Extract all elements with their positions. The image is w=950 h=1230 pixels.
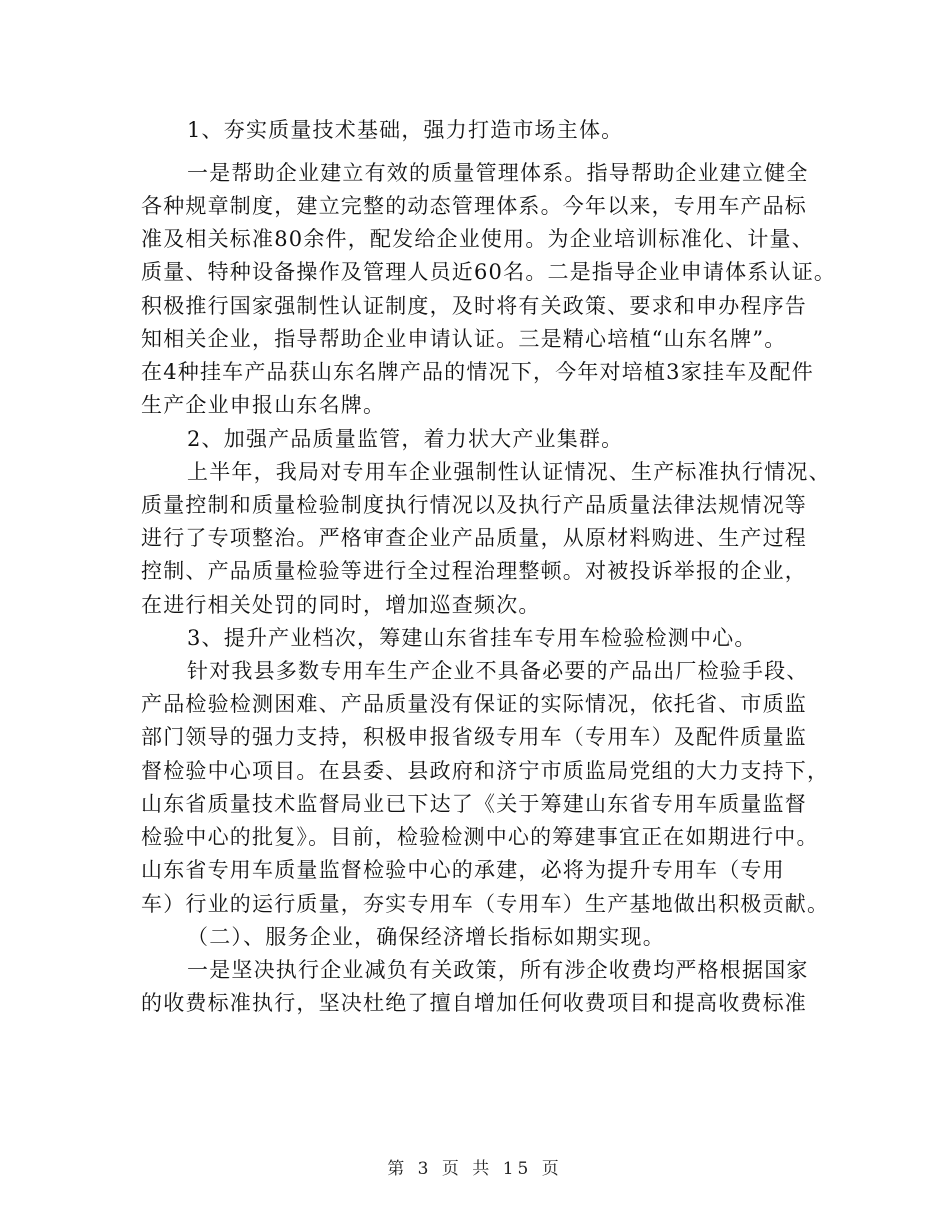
paragraph-line: 针对我县多数专用车生产企业不具备必要的产品出厂检验手段、 (187, 659, 809, 683)
paragraph-line: 山东省质量技术监督局业已下达了《关于筹建山东省专用车质量监督 (141, 792, 807, 816)
section-heading-1: 1、夯实质量技术基础，强力打造市场主体。 (187, 118, 624, 142)
paragraph-line: 部门领导的强力支持，积极申报省级专用车（专用车）及配件质量监 (141, 725, 807, 749)
paragraph-line: 生产企业申报山东名牌。 (141, 393, 386, 417)
paragraph-line: 产品检验检测困难、产品质量没有保证的实际情况，依托省、市质监 (141, 692, 807, 716)
section-heading-3: 3、提升产业档次，筹建山东省挂车专用车检验检测中心。 (187, 626, 757, 650)
paragraph-line: 质量、特种设备操作及管理人员近60名。二是指导企业申请体系认证。 (141, 260, 837, 284)
page-number-footer: 第 3 页 共 15 页 (387, 1159, 563, 1179)
paragraph-line: 督检验中心项目。在县委、县政府和济宁市质监局党组的大力支持下， (141, 759, 830, 783)
paragraph-line: 山东省专用车质量监督检验中心的承建，必将为提升专用车（专用 (141, 858, 785, 882)
section-heading-4: （二）、服务企业，确保经济增长指标如期实现。 (187, 925, 665, 949)
paragraph-line: 上半年，我局对专用车企业强制性认证情况、生产标准执行情况、 (187, 460, 831, 484)
paragraph-line: 准及相关标准80余件，配发给企业使用。为企业培训标准化、计量、 (141, 227, 814, 251)
paragraph-line: 一是坚决执行企业减负有关政策，所有涉企收费均严格根据国家 (187, 958, 809, 982)
paragraph-line: 的收费标准执行，坚决杜绝了擅自增加任何收费项目和提高收费标准 (141, 991, 807, 1015)
paragraph-line: 知相关企业，指导帮助企业申请认证。三是精心培植“山东名牌”。 (141, 327, 787, 351)
paragraph-line: 检验中心的批复》。目前，检验检测中心的筹建事宜正在如期进行中。 (141, 825, 819, 849)
paragraph-line: 车）行业的运行质量，夯实专用车（专用车）生产基地做出积极贡献。 (141, 892, 830, 916)
section-heading-2: 2、加强产品质量监管，着力状大产业集群。 (187, 427, 624, 451)
paragraph-line: 积极推行国家强制性认证制度，及时将有关政策、要求和申办程序告 (141, 294, 807, 318)
paragraph-line: 一是帮助企业建立有效的质量管理体系。指导帮助企业建立健全 (187, 161, 809, 185)
paragraph-line: 各种规章制度，建立完整的动态管理体系。今年以来，专用车产品标 (141, 194, 807, 218)
paragraph-line: 质量控制和质量检验制度执行情况以及执行产品质量法律法规情况等 (141, 493, 807, 517)
paragraph-line: 在4种挂车产品获山东名牌产品的情况下，今年对培植3家挂车及配件 (141, 360, 814, 384)
paragraph-line: 在进行相关处罚的同时，增加巡查频次。 (141, 593, 541, 617)
paragraph-line: 进行了专项整治。严格审查企业产品质量，从原材料购进、生产过程 (141, 526, 807, 550)
paragraph-line: 控制、产品质量检验等进行全过程治理整顿。对被投诉举报的企业， (141, 559, 807, 583)
